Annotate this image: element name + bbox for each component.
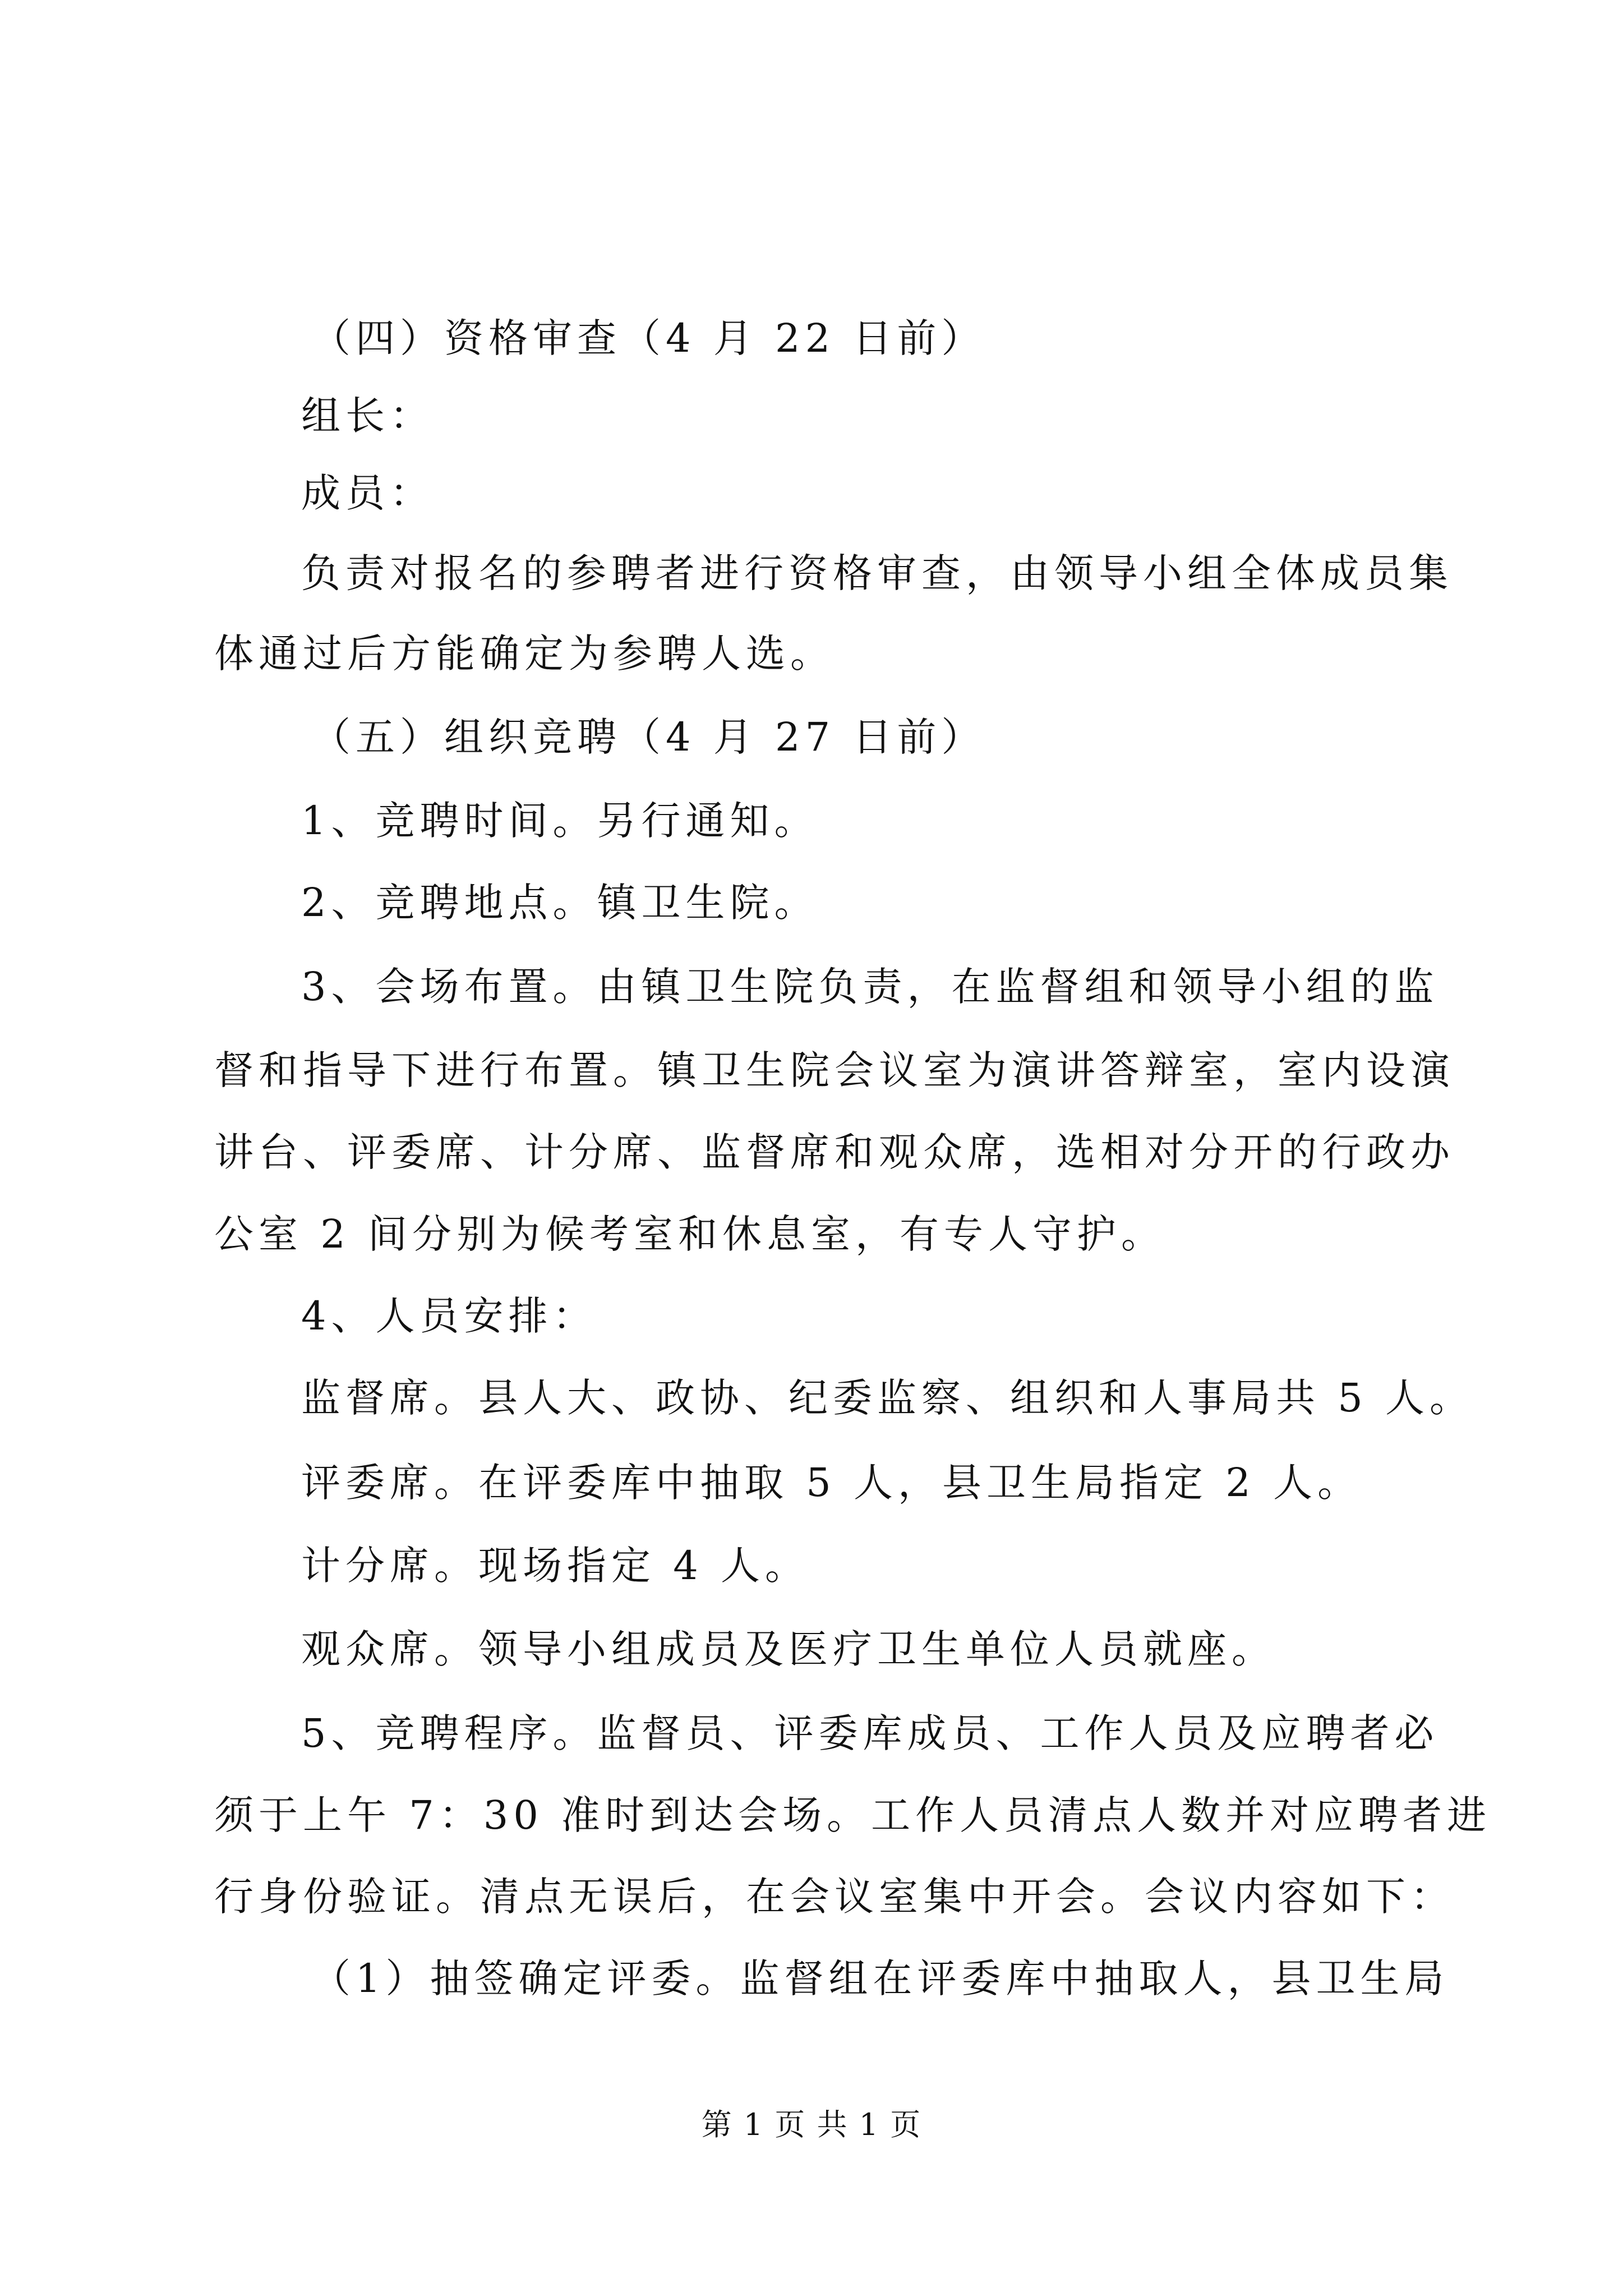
paragraph-line: 讲台、评委席、计分席、监督席和观众席，选相对分开的行政办	[214, 1129, 1455, 1175]
paragraph-line: 负责对报名的参聘者进行资格审查，由领导小组全体成员集	[301, 550, 1453, 596]
paragraph-line: 观众席。领导小组成员及医疗卫生单位人员就座。	[301, 1626, 1276, 1672]
paragraph-line: 1、竞聘时间。另行通知。	[301, 798, 819, 844]
paragraph-line: 须于上午 7：30 准时到达会场。工作人员清点人数并对应聘者进	[214, 1792, 1492, 1838]
page-footer: 第 1 页 共 1 页	[701, 2107, 922, 2142]
paragraph-line: 评委席。在评委库中抽取 5 人，县卫生局指定 2 人。	[301, 1460, 1362, 1506]
paragraph-line: 计分席。现场指定 4 人。	[301, 1543, 810, 1589]
paragraph-line: 3、会场布置。由镇卫生院负责，在监督组和领导小组的监	[301, 964, 1439, 1010]
paragraph-line: 2、竞聘地点。镇卫生院。	[301, 880, 819, 926]
paragraph-line: 行身份验证。清点无误后，在会议室集中开会。会议内容如下：	[214, 1874, 1455, 1920]
section-heading-5: （五）组织竞聘（4 月 27 日前）	[311, 714, 986, 760]
paragraph-line: （1）抽签确定评委。监督组在评委库中抽取人，县卫生局	[311, 1955, 1449, 2001]
paragraph-line: 成员：	[301, 470, 434, 516]
paragraph-line: 公室 2 间分别为候考室和休息室，有专人守护。	[214, 1211, 1166, 1257]
section-heading-4: （四）资格审查（4 月 22 日前）	[311, 315, 986, 361]
paragraph-line: 监督席。县人大、政协、纪委监察、组织和人事局共 5 人。	[301, 1375, 1474, 1421]
paragraph-line: 组长：	[301, 393, 434, 439]
paragraph-line: 4、人员安排：	[301, 1293, 597, 1339]
paragraph-line: 体通过后方能确定为参聘人选。	[214, 631, 834, 677]
paragraph-line: 5、竞聘程序。监督员、评委库成员、工作人员及应聘者必	[301, 1710, 1439, 1756]
paragraph-line: 督和指导下进行布置。镇卫生院会议室为演讲答辩室，室内设演	[214, 1047, 1455, 1093]
